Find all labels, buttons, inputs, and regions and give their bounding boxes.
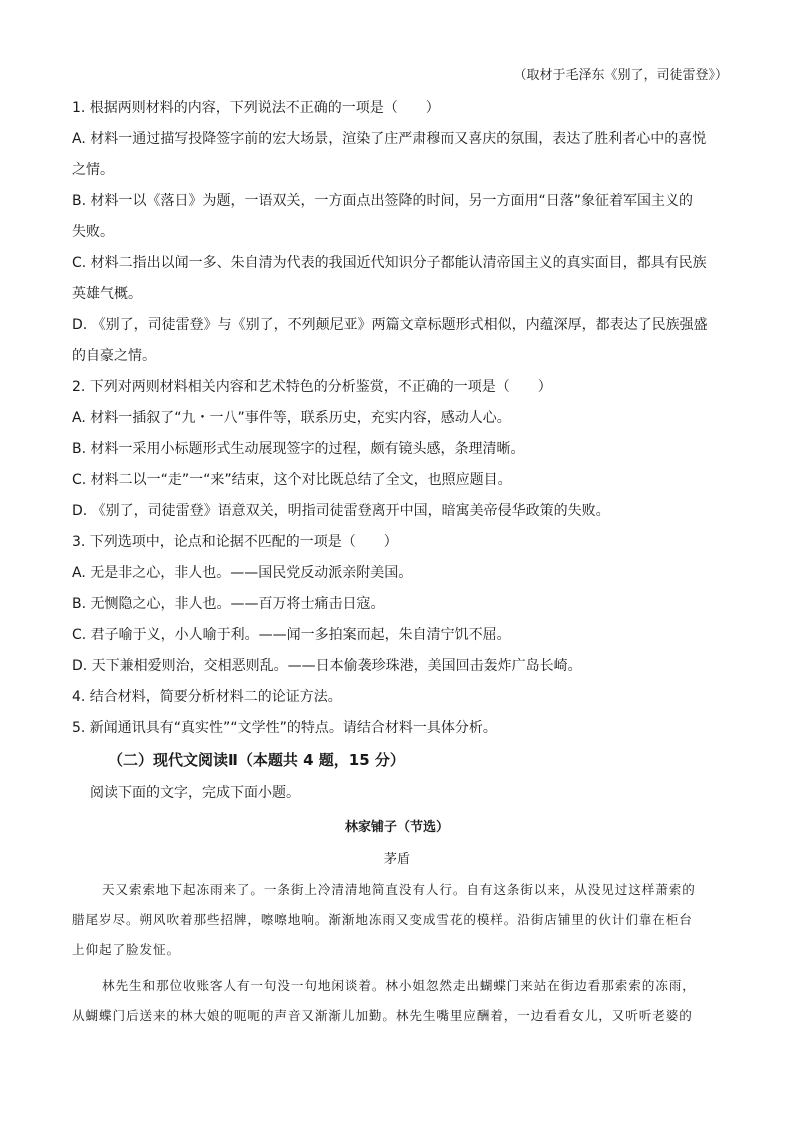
question-2-option-d: D. 《别了，司徒雷登》语意双关，明指司徒雷登离开中国，暗寓美帝侵华政策的失败。: [72, 503, 610, 519]
question-3-option-d: D. 天下兼相爱则治，交相恶则乱。——日本偷袭珍珠港，美国回击轰炸广岛长崎。: [72, 658, 582, 674]
question-1-option-b: B. 材料一以《落日》为题，一语双关，一方面点出签降的时间，另一方面用“日落”象征着军国主义的: [72, 193, 694, 209]
question-1-option-d: D. 《别了，司徒雷登》与《别了，不列颠尼亚》两篇文章标题形式相似，内蕴深厚，都表达了民族强盛: [72, 317, 708, 333]
story-author: 茅盾: [383, 852, 410, 867]
question-2-option-b: B. 材料一采用小标题形式生动展现签字的过程，颇有镜头感，条理清晰。: [72, 441, 525, 457]
question-3-option-a: A. 无是非之心，非人也。——国民党反动派亲附美国。: [72, 565, 413, 581]
section-heading: （二）现代文阅读Ⅱ（本题共 4 题，15 分）: [108, 751, 405, 769]
story-paragraph-line: 上仰起了脸发怔。: [72, 942, 180, 957]
question-4: 4. 结合材料，简要分析材料二的论证方法。: [72, 689, 342, 705]
source-note: （取材于毛泽东《别了，司徒雷登》）: [513, 68, 728, 83]
story-paragraph-line: 从蝴蝶门后送来的林大娘的呃呃的声音又渐渐儿加勤。林先生嘴里应酬着，一边看看女儿，又听听老婆的: [72, 1008, 693, 1023]
question-2: 2. 下列对两则材料相关内容和艺术特色的分析鉴赏，不正确的一项是（ ）: [72, 379, 552, 395]
question-2-option-a: A. 材料一插叙了“九・一八”事件等，联系历史，充实内容，感动人心。: [72, 410, 511, 426]
question-3: 3. 下列选项中，论点和论据不匹配的一项是（ ）: [72, 534, 398, 550]
story-paragraph-line: 天又索索地下起冻雨来了。一条街上冷清清地简直没有人行。自有这条街以来，从没见过这样萧索的: [102, 882, 696, 897]
reading-instruction: 阅读下面的文字，完成下面小题。: [90, 785, 300, 801]
question-1-option-c: C. 材料二指出以闻一多、朱自清为代表的我国近代知识分子都能认清帝国主义的真实面目，都具有民族: [72, 255, 707, 271]
question-1-option-a: A. 材料一通过描写投降签字前的宏大场景，渲染了庄严肃穆而又喜庆的氛围，表达了胜利者心中的喜悦: [72, 131, 707, 147]
question-1-option-a-cont: 之情。: [72, 162, 114, 178]
story-paragraph-line: 腊尾岁尽。朔风吹着那些招牌，嚓嚓地响。渐渐地冻雨又变成雪花的模样。沿街店铺里的伙计们靠在柜台: [72, 912, 693, 927]
question-3-option-b: B. 无恻隐之心，非人也。——百万将士痛击日寇。: [72, 596, 385, 612]
question-1: 1. 根据两则材料的内容，下列说法不正确的一项是（ ）: [72, 100, 440, 116]
question-2-option-c: C. 材料二以一“走”一“来”结束，这个对比既总结了全文，也照应题目。: [72, 472, 512, 488]
question-3-option-c: C. 君子喻于义，小人喻于利。——闻一多拍案而起，朱自清宁饥不屈。: [72, 627, 511, 643]
story-paragraph-line: 林先生和那位收账客人有一句没一句地闲谈着。林小姐忽然走出蝴蝶门来站在街边看那索索的冻雨，: [102, 978, 696, 993]
story-title: 林家铺子（节选）: [344, 820, 449, 835]
question-1-option-c-cont: 英雄气概。: [72, 286, 142, 302]
question-5: 5. 新闻通讯具有“真实性”“文学性”的特点。请结合材料一具体分析。: [72, 720, 497, 736]
question-1-option-d-cont: 的自豪之情。: [72, 348, 156, 364]
question-1-option-b-cont: 失败。: [72, 224, 114, 240]
